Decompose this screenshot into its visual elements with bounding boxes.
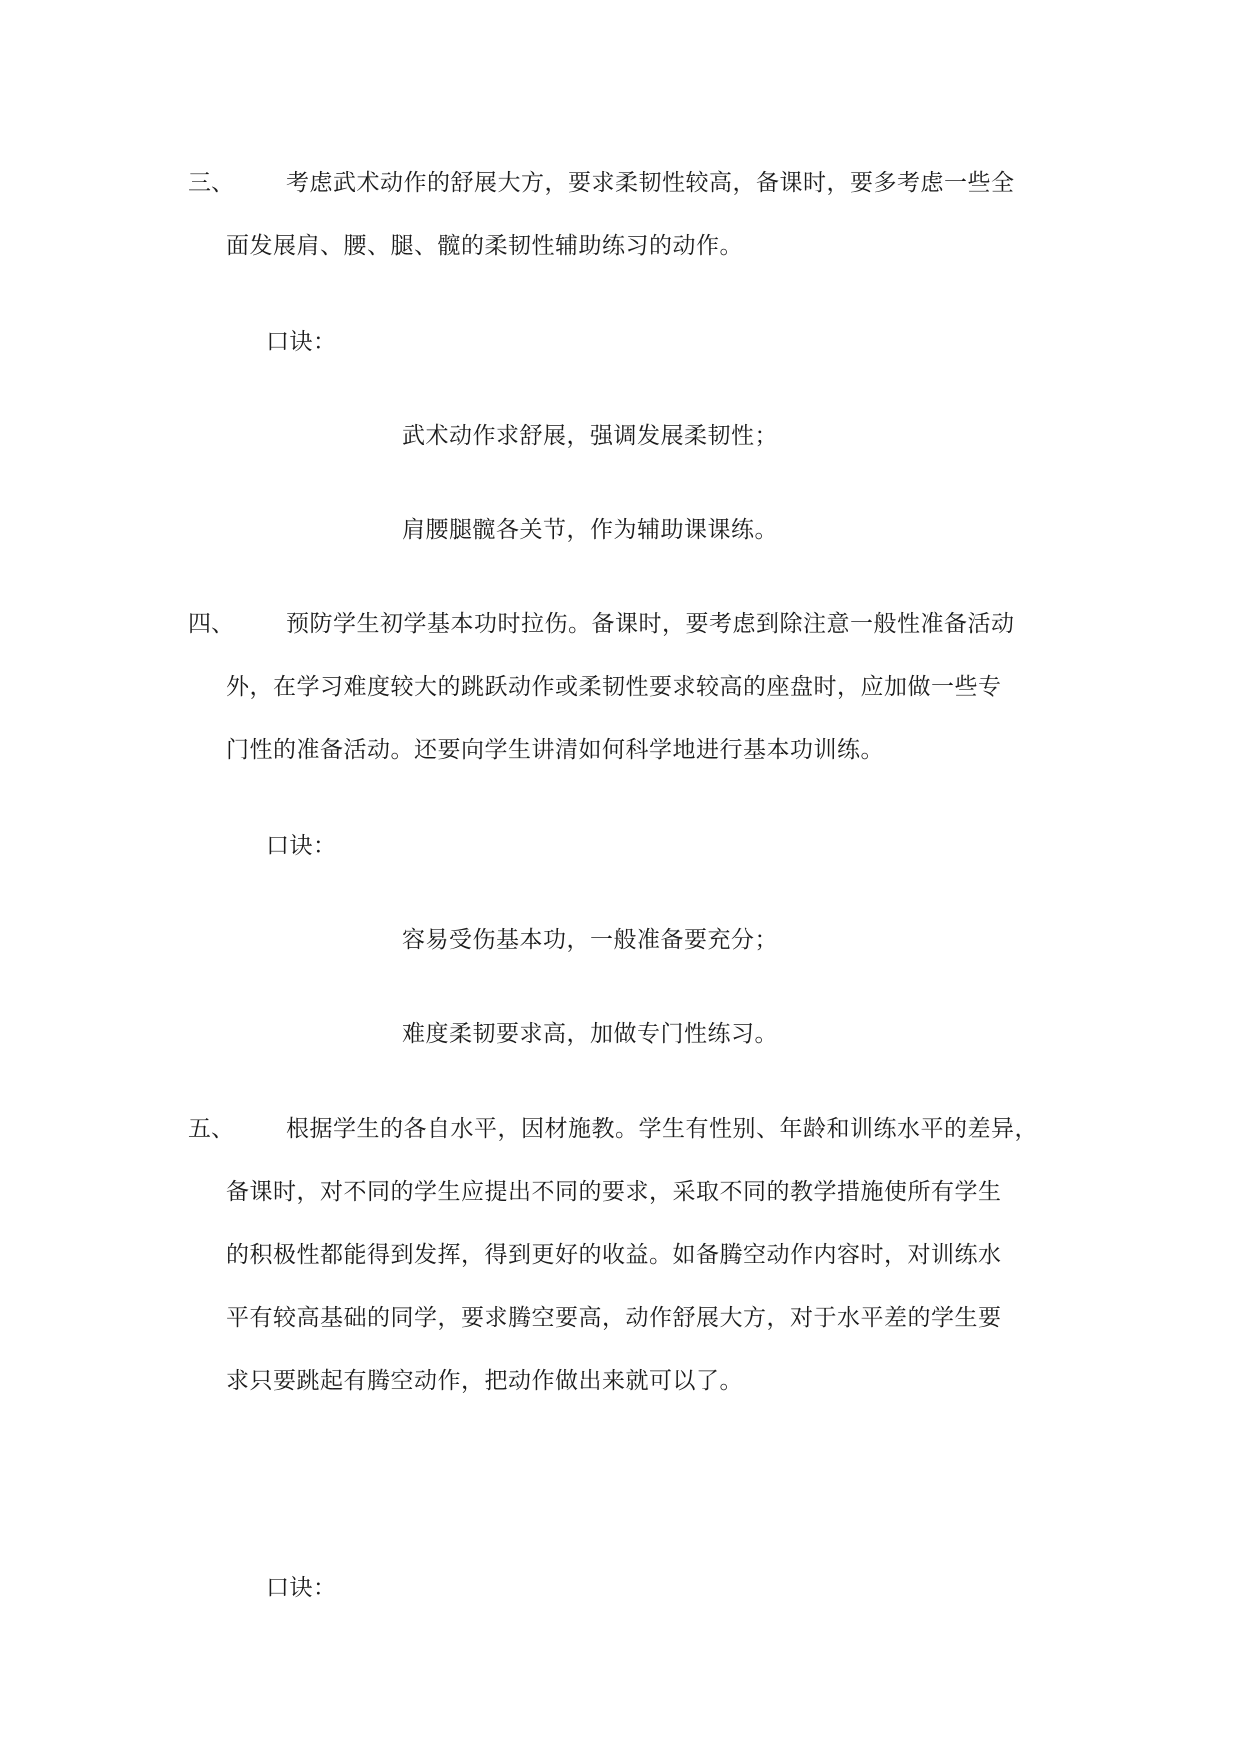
section-number: 五、	[188, 1116, 234, 1142]
section-number: 三、	[188, 170, 234, 196]
paragraph-line: 备课时，对不同的学生应提出不同的要求，采取不同的教学措施使所有学生	[226, 1179, 1002, 1205]
paragraph-line: 考虑武术动作的舒展大方，要求柔韧性较高，备课时，要多考虑一些全	[286, 170, 1015, 196]
verse-line: 肩腰腿髋各关节，作为辅助课课练。	[402, 517, 778, 543]
paragraph-line: 预防学生初学基本功时拉伤。备课时，要考虑到除注意一般性准备活动	[286, 611, 1015, 637]
verse-line: 武术动作求舒展，强调发展柔韧性；	[402, 423, 778, 449]
paragraph-line: 面发展肩、腰、腿、髋的柔韧性辅助练习的动作。	[226, 233, 743, 259]
section-number: 四、	[188, 611, 234, 637]
paragraph-line: 门性的准备活动。还要向学生讲清如何科学地进行基本功训练。	[226, 737, 884, 763]
verse-line: 容易受伤基本功，一般准备要充分；	[402, 927, 778, 953]
paragraph-line: 外，在学习难度较大的跳跃动作或柔韧性要求较高的座盘时，应加做一些专	[226, 674, 1002, 700]
paragraph-line: 平有较高基础的同学，要求腾空要高，动作舒展大方，对于水平差的学生要	[226, 1305, 1002, 1331]
paragraph-line: 求只要跳起有腾空动作，把动作做出来就可以了。	[226, 1368, 743, 1394]
verse-line: 难度柔韧要求高，加做专门性练习。	[402, 1021, 778, 1047]
mnemonic-label: 口诀：	[266, 1575, 337, 1601]
mnemonic-label: 口诀：	[266, 833, 337, 859]
paragraph-line: 的积极性都能得到发挥，得到更好的收益。如备腾空动作内容时，对训练水	[226, 1242, 1002, 1268]
paragraph-line: 根据学生的各自水平，因材施教。学生有性别、年龄和训练水平的差异，	[286, 1116, 1038, 1142]
mnemonic-label: 口诀：	[266, 329, 337, 355]
